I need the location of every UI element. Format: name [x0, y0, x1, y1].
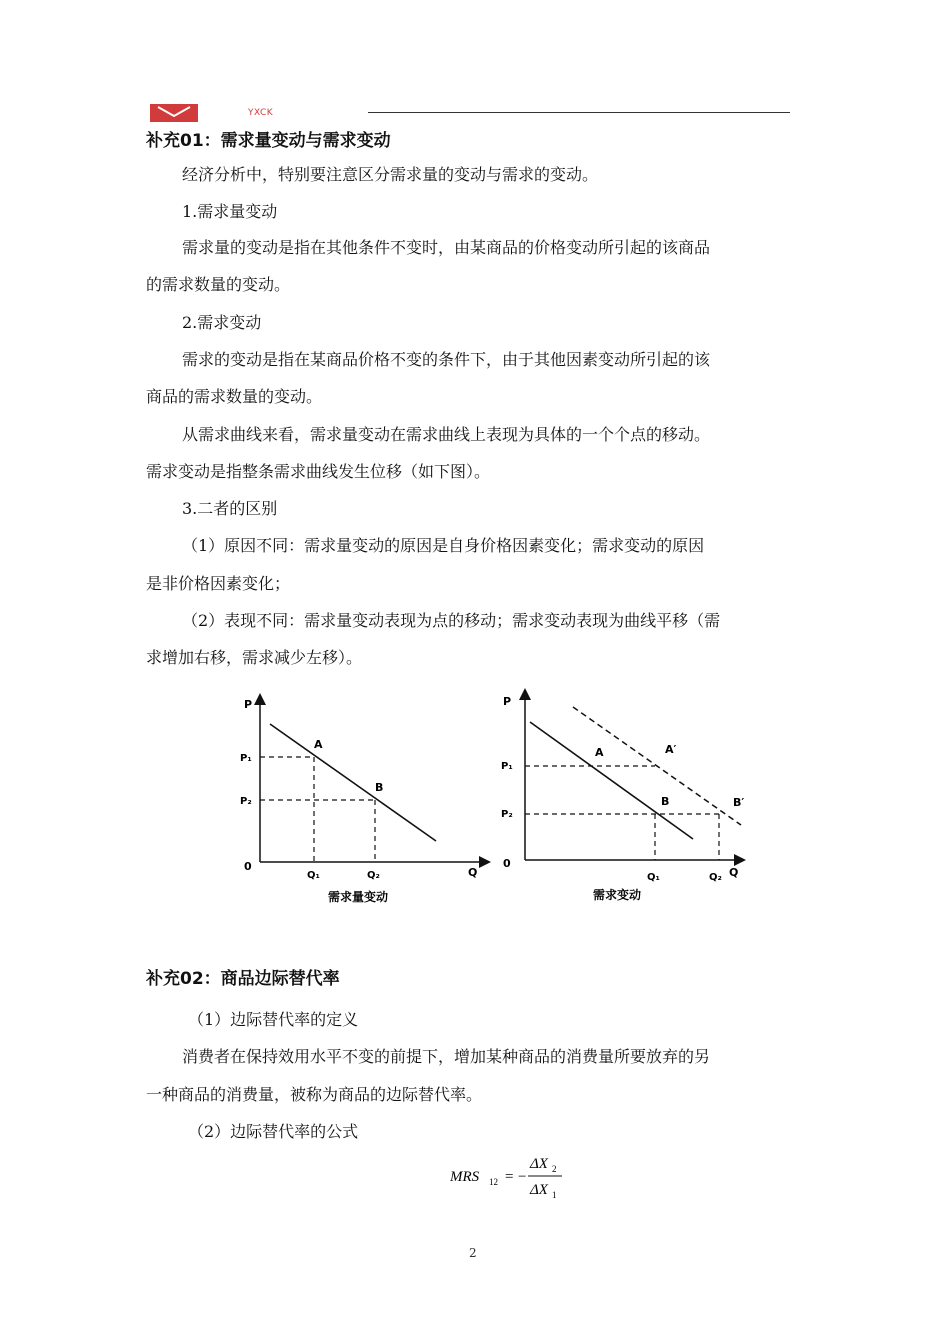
formula-denominator: ΔX [530, 1182, 548, 1198]
origin-label: 0 [244, 860, 252, 873]
y-axis-label: P [244, 698, 253, 711]
formula-equals: = [505, 1169, 514, 1185]
curve-text-line1: 从需求曲线来看，需求量变动在需求曲线上表现为具体的一个个点的移动。 [182, 425, 711, 444]
demand-curve-original [530, 722, 693, 839]
logo-mark-icon [150, 104, 198, 122]
formula-numerator-sub: 2 [552, 1164, 557, 1174]
item1-title: 1.需求量变动 [182, 202, 278, 221]
item2-text-line2: 商品的需求数量的变动。 [146, 387, 323, 406]
figure-right-caption: 需求变动 [593, 888, 642, 902]
item3-title: 3.二者的区别 [182, 499, 278, 518]
origin-label: 0 [503, 857, 511, 870]
diff1-line1: （1）原因不同：需求量变动的原因是自身价格因素变化；需求变动的原因 [182, 536, 705, 555]
point-b-label: B [661, 795, 670, 808]
item1-text-line2: 的需求数量的变动。 [146, 275, 291, 294]
curve-text-line2: 需求变动是指整条需求曲线发生位移（如下图）。 [146, 462, 491, 481]
q1-label: Q₁ [307, 870, 320, 881]
diff1-line2: 是非价格因素变化； [146, 574, 291, 593]
formula-minus: − [518, 1169, 527, 1185]
diff2-line2: 求增加右移，需求减少左移）。 [146, 648, 363, 667]
page-number: 2 [469, 1246, 477, 1260]
section2-title: 补充02：商品边际替代率 [146, 969, 340, 989]
p1-label: P₁ [240, 753, 252, 764]
item2-text-line1: 需求的变动是指在某商品价格不变的条件下，由于其他因素变动所引起的该 [182, 350, 711, 369]
logo-text: YXCK [248, 108, 274, 118]
definition-line1: 消费者在保持效用水平不变的前提下，增加某种商品的消费量所要放弃的另 [182, 1047, 711, 1066]
point-b-label: B [375, 781, 384, 794]
section1-title: 补充01：需求量变动与需求变动 [146, 131, 391, 151]
x-axis-label: Q [729, 866, 739, 879]
formula-lhs: MRS [450, 1169, 480, 1185]
item2-title: 2.需求变动 [182, 313, 262, 332]
diff2-line1: （2）表现不同：需求量变动表现为点的移动；需求变动表现为曲线平移（需 [182, 611, 721, 630]
figure-quantity-demanded-change [230, 690, 500, 910]
point-b-prime-label: B′ [733, 796, 745, 809]
point-a-label: A [314, 738, 323, 751]
item1-text-line1: 需求量的变动是指在其他条件不变时，由某商品的价格变动所引起的该商品 [182, 238, 711, 257]
demand-curve [270, 724, 436, 841]
q2-label: Q₂ [367, 870, 380, 881]
x-axis-label: Q [468, 866, 478, 879]
header-rule [368, 112, 790, 113]
section2-sub1: （1）边际替代率的定义 [188, 1010, 359, 1029]
p1-label: P₁ [501, 761, 513, 772]
p2-label: P₂ [501, 809, 513, 820]
definition-line2: 一种商品的消费量，被称为商品的边际替代率。 [146, 1085, 483, 1104]
mrs-formula [450, 1150, 600, 1202]
section1-intro: 经济分析中，特别要注意区分需求量的变动与需求的变动。 [182, 165, 599, 184]
figure-demand-change [495, 685, 760, 910]
section2-sub2: （2）边际替代率的公式 [188, 1122, 359, 1141]
p2-label: P₂ [240, 796, 252, 807]
formula-numerator: ΔX [530, 1156, 548, 1172]
point-a-prime-label: A′ [665, 743, 677, 756]
y-axis-label: P [503, 695, 512, 708]
figure-left-caption: 需求量变动 [328, 890, 389, 904]
q1-label: Q₁ [647, 872, 660, 883]
formula-denominator-sub: 1 [552, 1190, 557, 1200]
formula-lhs-sub: 12 [489, 1177, 498, 1187]
q2-label: Q₂ [709, 872, 722, 883]
point-a-label: A [595, 746, 604, 759]
